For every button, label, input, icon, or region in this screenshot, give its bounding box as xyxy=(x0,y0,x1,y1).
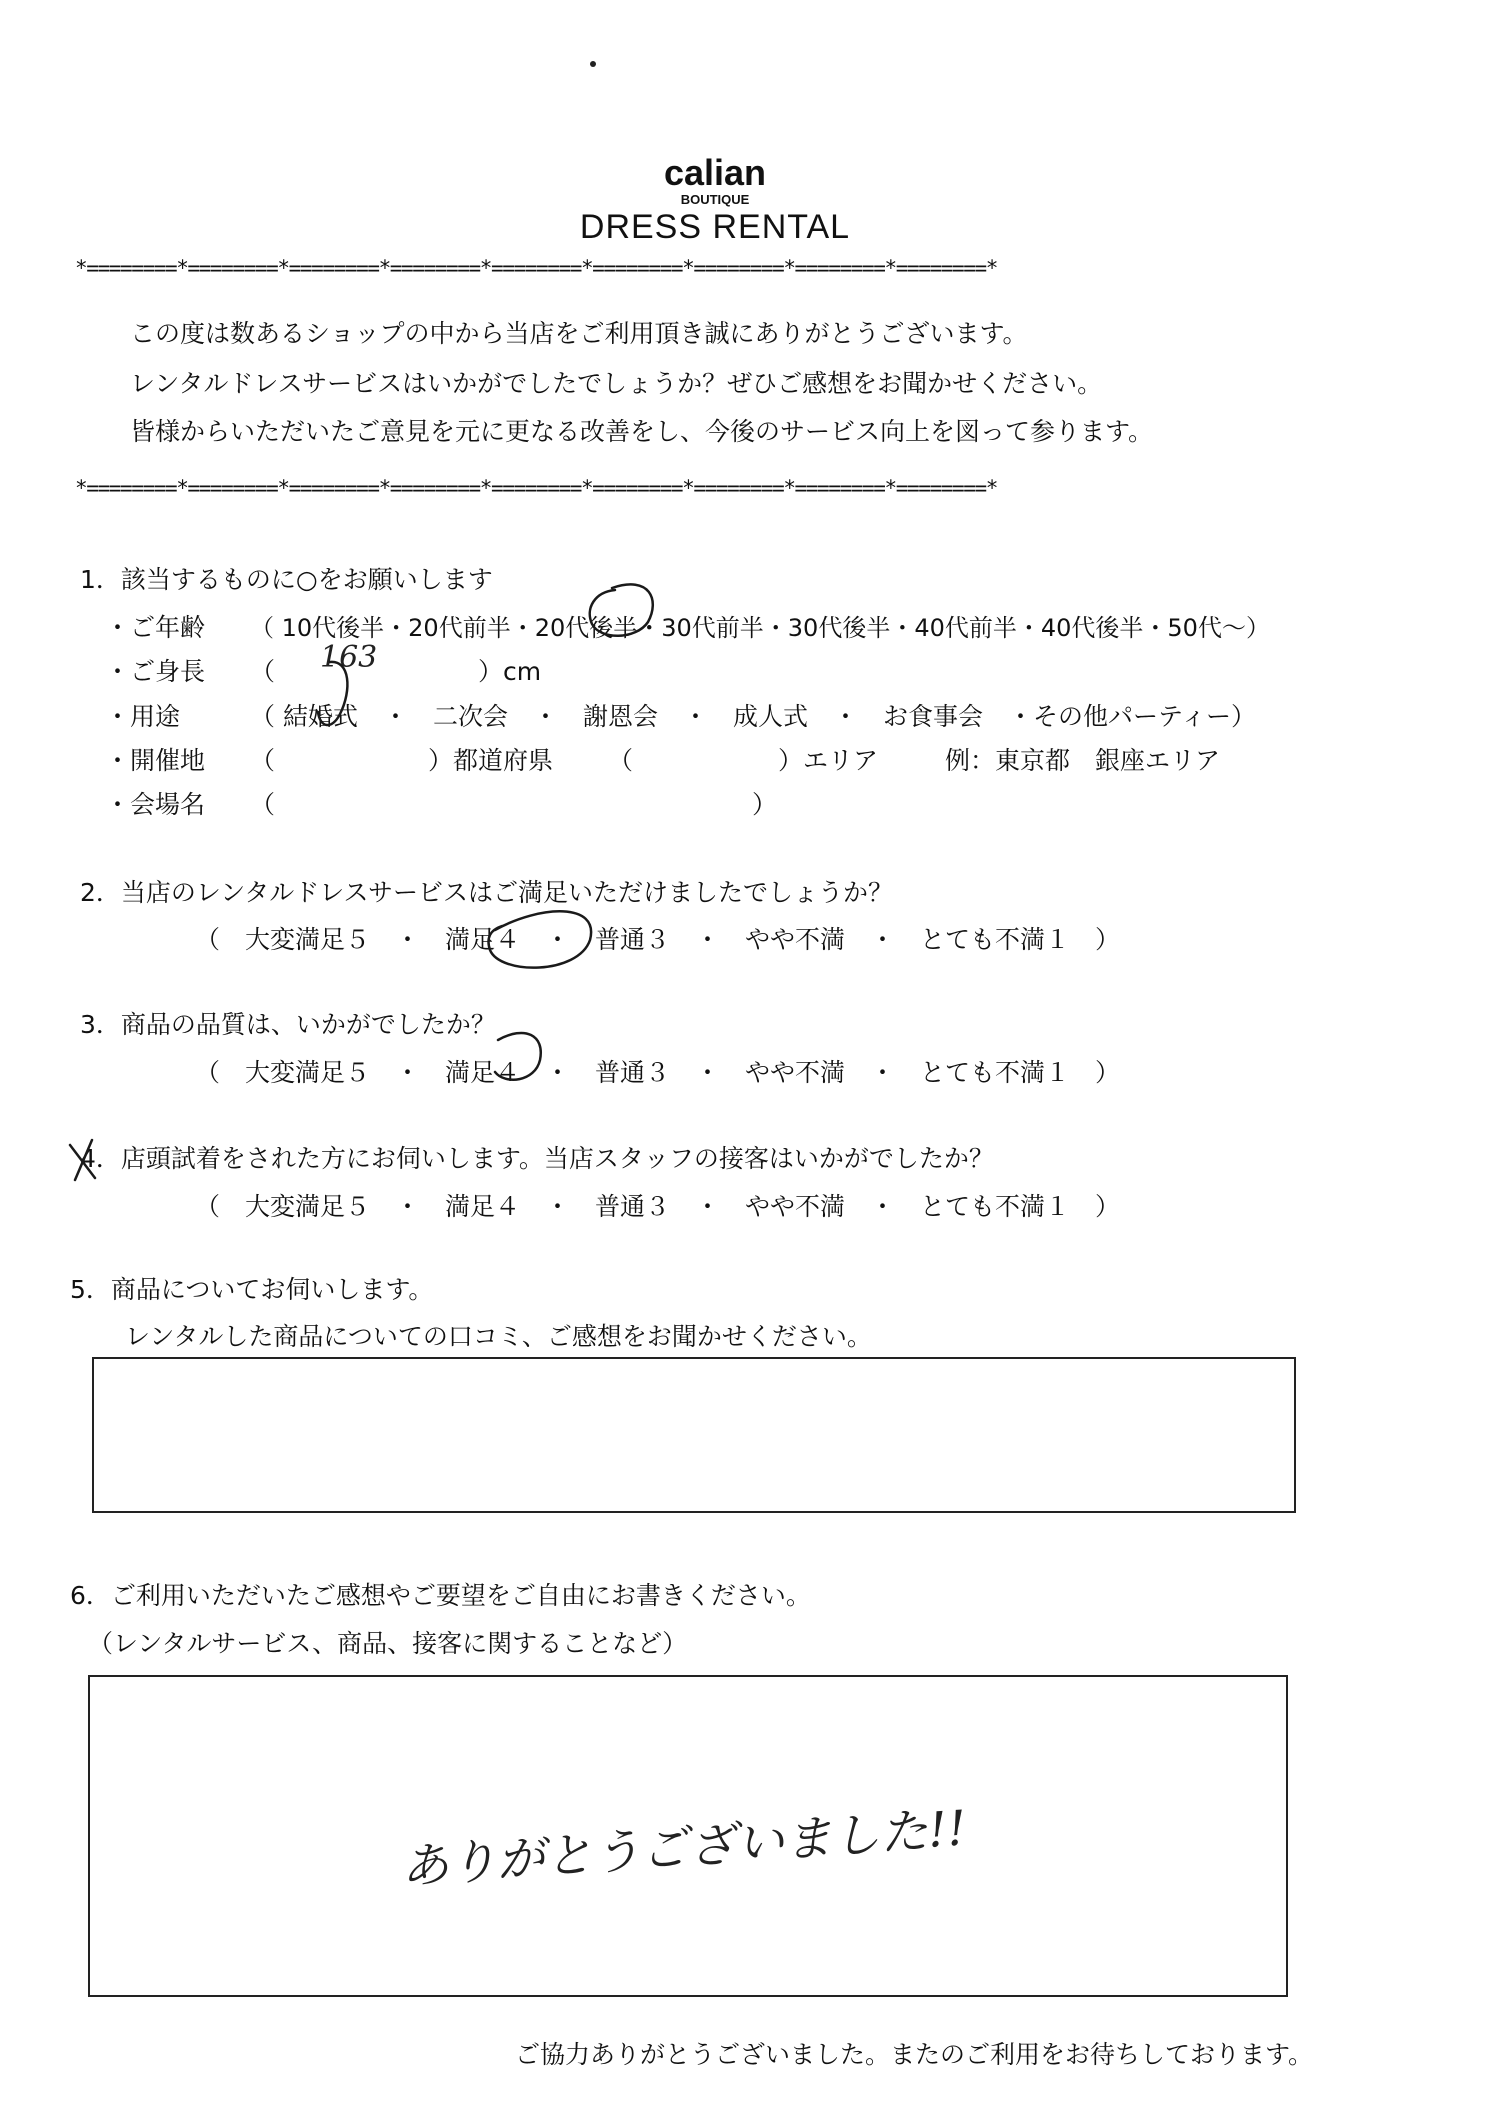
circle-q3-mark xyxy=(495,1033,541,1080)
venue-area-suffix[interactable]: ）エリア xyxy=(778,746,879,775)
q3-options[interactable]: （ 大変満足５ ・ 満足４ ・ 普通３ ・ やや不満 ・ とても不満１ ） xyxy=(195,1058,1121,1087)
q4-title: 4．店頭試着をされた方にお伺いします。当店スタッフの接客はいかがでしたか？ xyxy=(80,1144,994,1173)
venue-name-open: （ xyxy=(250,790,276,819)
separator-top: *========*========*========*========*========*========*========*========*========* xyxy=(75,256,997,280)
q6-title: 6．ご利用いただいたご感想やご要望をご自由にお書きください。 xyxy=(70,1581,811,1610)
footer-thanks: ご協力ありがとうございました。またのご利用をお待ちしております。 xyxy=(515,2040,1314,2069)
q2-title: 2．当店のレンタルドレスサービスはご満足いただけましたでしょうか？ xyxy=(80,878,894,907)
logo-boutique: BOUTIQUE xyxy=(680,192,750,207)
venue-name-close[interactable]: ） xyxy=(752,790,778,819)
intro-line-3: 皆様からいただいたご意見を元に更なる改善をし、今後のサービス向上を図って参ります。 xyxy=(130,417,1154,446)
height-open-paren: （ xyxy=(250,657,276,686)
age-options[interactable]: （ 10代後半・20代前半・20代後半・30代前半・30代後半・40代前半・40代後半・50代～） xyxy=(250,614,1270,642)
q5-subtitle: レンタルした商品についての口コミ、ご感想をお聞かせください。 xyxy=(125,1322,872,1351)
stray-dot xyxy=(590,61,596,67)
height-unit: ）cm xyxy=(478,657,542,686)
circle-age-mark xyxy=(590,584,653,635)
height-label: ・ご身長 xyxy=(105,657,206,686)
q2-options[interactable]: （ 大変満足５ ・ 満足４ ・ 普通３ ・ やや不満 ・ とても不満１ ） xyxy=(195,925,1121,954)
venue-pref-suffix[interactable]: ）都道府県 xyxy=(428,746,554,775)
venue-area-open: （ xyxy=(608,746,634,775)
venue-pref-open: （ xyxy=(250,746,276,775)
separator-bottom: *========*========*========*========*========*========*========*========*========* xyxy=(75,476,997,500)
intro-line-1: この度は数あるショップの中から当店をご利用頂き誠にありがとうございます。 xyxy=(130,319,1028,348)
q6-subtitle: （レンタルサービス、商品、接客に関することなど） xyxy=(88,1629,688,1658)
q5-title: 5．商品についてお伺いします。 xyxy=(70,1275,434,1304)
circle-q2-mark xyxy=(489,911,592,967)
q4-options[interactable]: （ 大変満足５ ・ 満足４ ・ 普通３ ・ やや不満 ・ とても不満１ ） xyxy=(195,1192,1121,1221)
purpose-label: ・用途 xyxy=(105,702,181,731)
logo-calian: calian xyxy=(663,152,767,193)
circle-purpose-mark xyxy=(318,662,347,725)
venue-name-label: ・会場名 xyxy=(105,790,206,819)
venue-example: 例：東京都 銀座エリア xyxy=(945,746,1221,775)
intro-line-2: レンタルドレスサービスはいかがでしたでしょうか？ぜひご感想をお聞かせください。 xyxy=(130,369,1103,398)
purpose-options[interactable]: （ 結婚式 ・ 二次会 ・ 謝恩会 ・ 成人式 ・ お食事会 ・その他パーティー） xyxy=(250,702,1256,731)
height-value[interactable]: 163 xyxy=(320,640,378,675)
venue-pref-label: ・開催地 xyxy=(105,746,206,775)
cross-q4-mark xyxy=(70,1140,95,1180)
age-label: ・ご年齢 xyxy=(105,613,206,642)
q6-answer-text: ありがとうございました!! xyxy=(399,1800,969,1896)
q3-title: 3．商品の品質は、いかがでしたか？ xyxy=(80,1010,496,1039)
q1-title: 1．該当するものに○をお願いします xyxy=(80,565,493,594)
page-title: DRESS RENTAL xyxy=(579,208,851,246)
